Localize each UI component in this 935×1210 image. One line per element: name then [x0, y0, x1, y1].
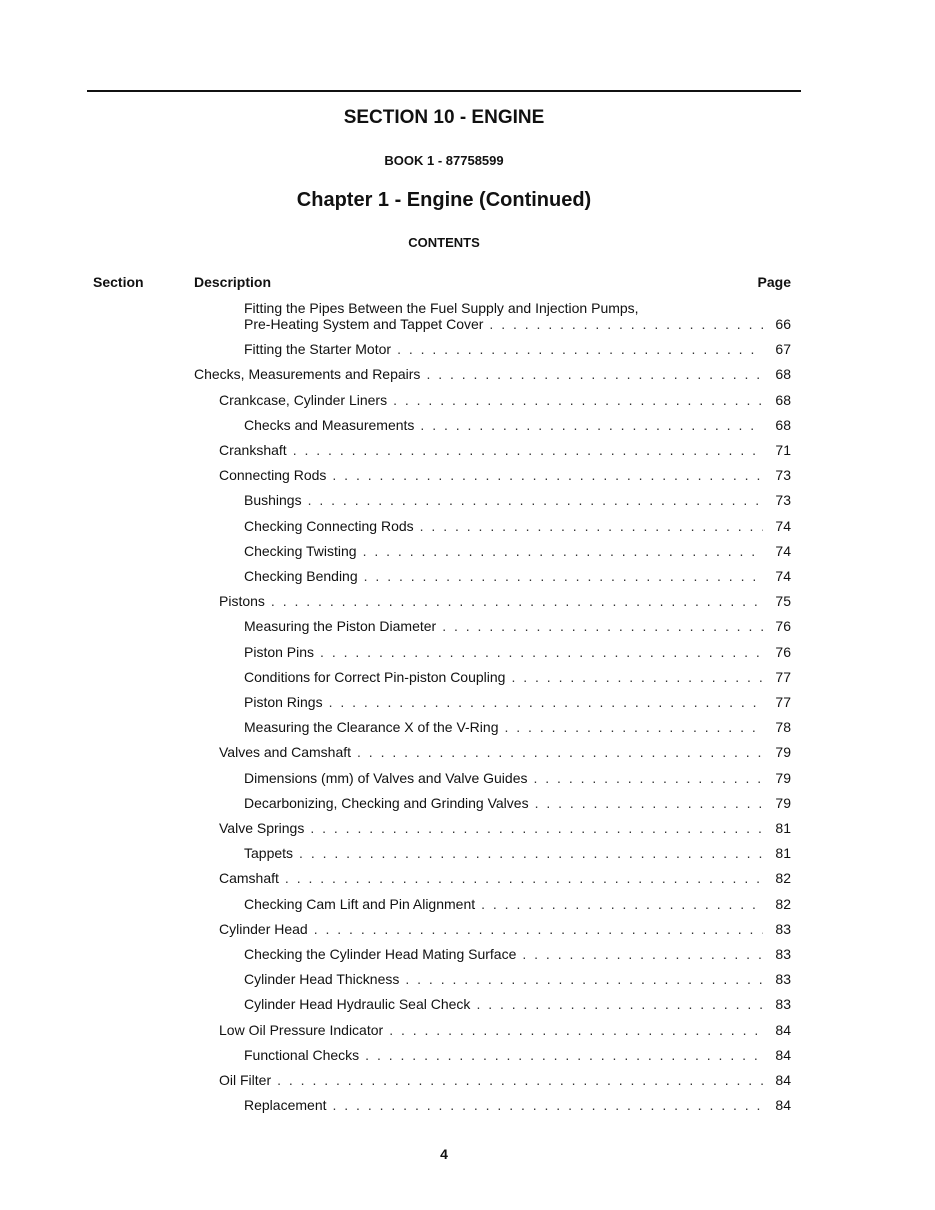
- toc-entry-page: 84: [775, 1097, 791, 1114]
- toc-entry: [244, 795, 791, 811]
- dot-leader: [320, 644, 763, 660]
- dot-leader: [426, 366, 763, 382]
- toc-entry: [244, 568, 791, 584]
- dot-leader: [489, 316, 763, 332]
- toc-entry: [244, 618, 791, 634]
- toc-entry: [219, 1022, 791, 1038]
- toc-entry: [244, 543, 791, 559]
- toc-entry: [244, 946, 791, 962]
- dot-leader: [285, 870, 763, 886]
- toc-entry-page: 71: [775, 442, 791, 458]
- toc-entry-line: [244, 946, 791, 962]
- toc-entry: [219, 744, 791, 760]
- toc-entry-page: 76: [775, 643, 791, 660]
- toc-entry-page: 74: [775, 542, 791, 559]
- toc-entry-page: 82: [775, 870, 791, 887]
- toc-entry-page: 83: [775, 920, 791, 937]
- toc-entry-page: 84: [775, 1046, 791, 1063]
- toc-entry-line: [244, 971, 791, 987]
- toc-entry-line: [244, 896, 791, 912]
- toc-entry-line: [244, 518, 791, 534]
- toc-entry-page: 79: [775, 769, 791, 786]
- toc-entry: [244, 492, 791, 508]
- toc-entry-line: [244, 996, 791, 1012]
- toc-entry: [244, 896, 791, 912]
- chapter-title: Chapter 1 - Engine (Continued): [296, 189, 592, 211]
- toc-entry: [244, 644, 791, 660]
- toc-entry-title: Functional Checks: [244, 1046, 360, 1063]
- toc-entry-title: Pistons: [219, 593, 265, 610]
- toc-entry-page: 83: [775, 946, 791, 962]
- toc-entry-title: Pre-Heating System and Tappet Cover: [244, 316, 484, 332]
- column-header-page: Page: [757, 274, 791, 290]
- toc-entry: [244, 669, 791, 685]
- toc-entry: [244, 341, 791, 357]
- toc-entry-line: [244, 770, 791, 786]
- toc-entry-title: Measuring the Piston Diameter: [244, 618, 437, 635]
- toc-entry: [244, 694, 791, 710]
- toc-entry: [244, 300, 791, 332]
- toc-entry-title: Connecting Rods: [219, 467, 327, 484]
- toc-entry-title: Cylinder Head Hydraulic Seal Check: [244, 996, 471, 1013]
- toc-entry: [219, 392, 791, 408]
- toc-entry-title: Cylinder Head Thickness: [244, 971, 400, 988]
- dot-leader: [363, 543, 763, 559]
- toc-entry-line: [244, 1097, 791, 1113]
- toc-entry-page: 81: [775, 820, 791, 836]
- toc-entry-page: 68: [775, 366, 791, 383]
- toc-entry-line: [219, 1072, 791, 1088]
- toc-entry-title: Conditions for Correct Pin-piston Coupling: [244, 668, 506, 685]
- toc-entry-page: 68: [775, 416, 791, 433]
- toc-entry-title: Bushings: [244, 492, 302, 509]
- toc-entry-page: 74: [775, 517, 791, 534]
- dot-leader: [393, 392, 763, 408]
- toc-entry-page: 73: [775, 492, 791, 509]
- toc-entry-line: [244, 417, 791, 433]
- toc-entry-line: [244, 618, 791, 634]
- toc-entry-line: [219, 1022, 791, 1038]
- toc-entry-line: [244, 719, 791, 735]
- toc-entry-page: 74: [775, 568, 791, 584]
- book-number: BOOK 1 - 87758599: [384, 153, 504, 168]
- toc-entry-line: [244, 492, 791, 508]
- toc-entry-title: Checking Twisting: [244, 542, 357, 559]
- dot-leader: [481, 896, 763, 912]
- toc-entry-title: Checking Connecting Rods: [244, 517, 414, 534]
- toc-entry-line: [244, 1047, 791, 1063]
- column-header-section: Section: [93, 274, 144, 290]
- toc-entry: [244, 518, 791, 534]
- dot-leader: [364, 568, 763, 584]
- toc-entry-line: [219, 870, 791, 886]
- dot-leader: [277, 1072, 763, 1088]
- dot-leader: [420, 518, 763, 534]
- toc-entry-line: [244, 669, 791, 685]
- toc-entry: [244, 417, 791, 433]
- dot-leader: [397, 341, 763, 357]
- dot-leader: [476, 996, 763, 1012]
- toc-entry-line: [244, 644, 791, 660]
- toc-entry-line: [194, 366, 791, 382]
- dot-leader: [293, 442, 763, 458]
- toc-entry-title: Oil Filter: [219, 1072, 272, 1088]
- toc-entry-page: 84: [775, 1072, 791, 1088]
- dot-leader: [535, 795, 763, 811]
- dot-leader: [405, 971, 763, 987]
- page-number: 4: [440, 1146, 448, 1162]
- toc-entry-line: [244, 795, 791, 811]
- toc-entry-line: [219, 921, 791, 937]
- toc-entry-page: 73: [775, 467, 791, 484]
- contents-heading: CONTENTS: [408, 235, 480, 250]
- dot-leader: [333, 1097, 764, 1113]
- toc-entry-line: [219, 593, 791, 609]
- toc-entry-title: Decarbonizing, Checking and Grinding Valves: [244, 794, 529, 811]
- toc-entry: [244, 770, 791, 786]
- toc-entry-title: Checking Bending: [244, 568, 358, 584]
- dot-leader: [271, 593, 763, 609]
- dot-leader: [511, 669, 763, 685]
- dot-leader: [314, 921, 763, 937]
- toc-entry-title: Piston Rings: [244, 694, 323, 710]
- toc-entry: [194, 366, 791, 382]
- toc-entry-title: Dimensions (mm) of Valves and Valve Guides: [244, 769, 528, 786]
- toc-entry-page: 76: [775, 618, 791, 635]
- toc-entry-line: [244, 300, 791, 316]
- toc-entry: [219, 1072, 791, 1088]
- toc-entry: [244, 1047, 791, 1063]
- toc-entry-line: [219, 442, 791, 458]
- toc-entry-page: 75: [775, 593, 791, 610]
- dot-leader: [420, 417, 763, 433]
- toc-entry-title: Replacement: [244, 1097, 327, 1114]
- toc-entry: [244, 719, 791, 735]
- column-header-description: Description: [194, 274, 272, 290]
- toc-entry-title: Camshaft: [219, 870, 279, 887]
- toc-entry: [219, 820, 791, 836]
- toc-entry-line: [219, 467, 791, 483]
- toc-entry-line: [244, 543, 791, 559]
- toc-entry-title: Valve Springs: [219, 820, 305, 836]
- toc-entry-title: Checking the Cylinder Head Mating Surface: [244, 946, 517, 962]
- toc-entry-page: 66: [775, 316, 791, 332]
- dot-leader: [442, 618, 763, 634]
- toc-entry-line: [219, 820, 791, 836]
- dot-leader: [365, 1047, 763, 1063]
- toc-entry-title: Cylinder Head: [219, 920, 308, 937]
- toc-entry-title: Crankshaft: [219, 442, 287, 458]
- toc-entry-page: 77: [775, 694, 791, 710]
- toc-entry-title: Low Oil Pressure Indicator: [219, 1021, 384, 1038]
- dot-leader: [310, 820, 763, 836]
- toc-entry-title: Measuring the Clearance X of the V-Ring: [244, 719, 499, 736]
- toc-entry-title: Fitting the Pipes Between the Fuel Supply and Injection Pumps,: [244, 300, 639, 316]
- toc-entry-page: 68: [775, 391, 791, 408]
- toc-entry-page: 81: [775, 845, 791, 862]
- dot-leader: [389, 1022, 763, 1038]
- toc-entry-line: [244, 316, 791, 332]
- toc-entry-line: [244, 341, 791, 357]
- toc-entry: [244, 996, 791, 1012]
- dot-leader: [357, 744, 763, 760]
- toc-entry-line: [219, 744, 791, 760]
- toc-entry-page: 67: [775, 341, 791, 358]
- toc-entry-page: 84: [775, 1021, 791, 1038]
- toc-entry-title: Checks and Measurements: [244, 416, 415, 433]
- toc-entry: [219, 870, 791, 886]
- dot-leader: [329, 694, 763, 710]
- toc-entry-page: 83: [775, 971, 791, 988]
- toc-entry-title: Checks, Measurements and Repairs: [194, 366, 421, 383]
- toc-entry: [244, 971, 791, 987]
- toc-entry-line: [244, 694, 791, 710]
- toc-entry-title: Piston Pins: [244, 643, 315, 660]
- toc-entry-page: 79: [775, 744, 791, 761]
- toc-entry: [219, 442, 791, 458]
- dot-leader: [332, 467, 763, 483]
- toc-entry-page: 77: [775, 668, 791, 685]
- toc-entry-title: Crankcase, Cylinder Liners: [219, 391, 388, 408]
- toc-entry-line: [244, 568, 791, 584]
- toc-entry-title: Checking Cam Lift and Pin Alignment: [244, 895, 476, 912]
- toc-entry-page: 83: [775, 996, 791, 1013]
- dot-leader: [522, 946, 763, 962]
- toc-entry-title: Fitting the Starter Motor: [244, 341, 392, 358]
- toc-entry-title: Valves and Camshaft: [219, 744, 352, 761]
- dot-leader: [504, 719, 763, 735]
- toc-entry: [219, 593, 791, 609]
- dot-leader: [533, 770, 763, 786]
- toc-entry: [219, 467, 791, 483]
- dot-leader: [299, 845, 763, 861]
- toc-entry-page: 82: [775, 895, 791, 912]
- section-title: SECTION 10 - ENGINE: [343, 107, 545, 128]
- dot-leader: [308, 492, 763, 508]
- toc-entry-page: 78: [775, 719, 791, 736]
- toc-entry-line: [219, 392, 791, 408]
- toc-entry: [219, 921, 791, 937]
- toc-entry: [244, 1097, 791, 1113]
- toc-entry-page: 79: [775, 794, 791, 811]
- toc-entry: [244, 845, 791, 861]
- toc-entry-title: Tappets: [244, 845, 294, 862]
- toc-entry-line: [244, 845, 791, 861]
